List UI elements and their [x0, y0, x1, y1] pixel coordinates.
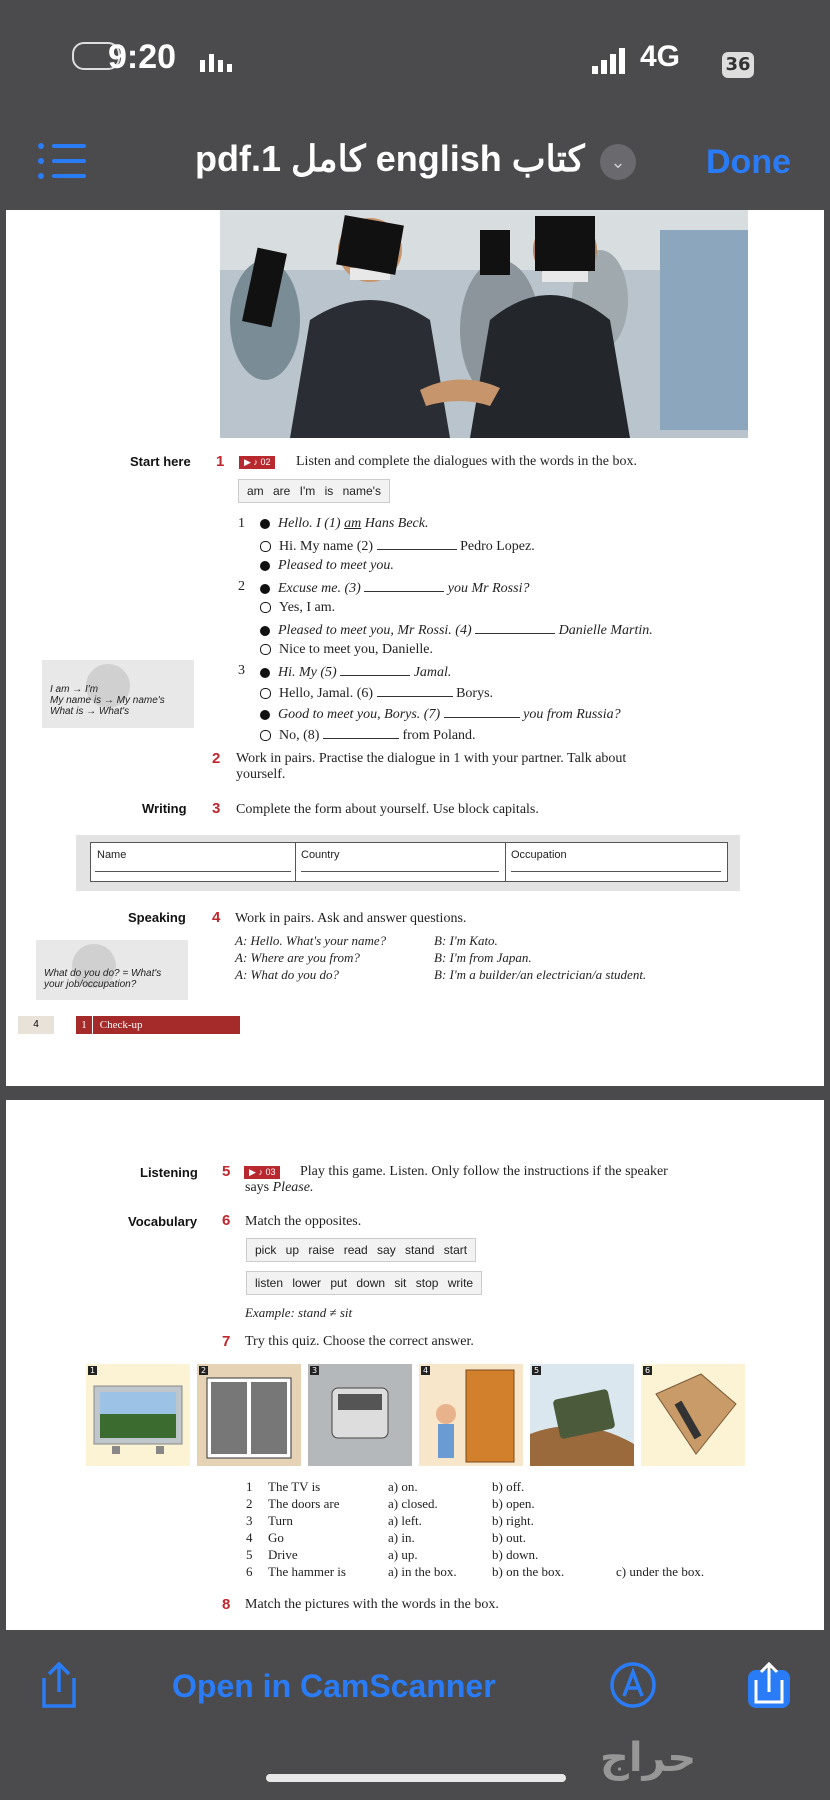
question-2: A: Where are you from?	[235, 950, 360, 965]
dialogue-1-line-1-start: Hello. I (1)	[278, 516, 341, 531]
exercise-3-instruction: Complete the form about yourself. Use block capitals.	[236, 802, 539, 817]
quiz-num: 2	[246, 1496, 253, 1511]
tip-box-contractions	[42, 660, 194, 728]
vocabulary-heading: Vocabulary	[128, 1214, 198, 1229]
dialogue-2-line-2	[260, 600, 335, 616]
tip-line-2: My name is → My name's	[50, 695, 165, 706]
dialogue-2-line-1-start: Excuse me. (3)	[278, 581, 361, 596]
word-box: am are I'm is name's	[238, 479, 390, 503]
network-type: 4G	[640, 40, 681, 73]
example-answer: am	[344, 516, 362, 531]
dialogue-1-line-2	[260, 537, 535, 555]
pic-label-2: 2	[201, 1366, 207, 1375]
dialogue-1-line-3-text: Pleased to meet you.	[278, 558, 394, 573]
dialogue-1-line-3	[260, 558, 394, 574]
exercise-8-instruction: Match the pictures with the words in the box.	[245, 1597, 499, 1612]
quiz-num: 1	[246, 1479, 253, 1494]
opposites-box-row-1: pick up raise read say stand start	[246, 1238, 476, 1262]
quiz-option-b[interactable]: b) on the box.	[492, 1564, 565, 1579]
document-title: كتاب english كامل 1.pdf	[195, 138, 585, 179]
exercise-5-number: 5	[222, 1163, 231, 1180]
personal-form[interactable]	[90, 842, 728, 882]
writing-heading: Writing	[142, 801, 187, 816]
exercise-5-instruction	[300, 1163, 668, 1180]
quiz-row	[246, 1529, 704, 1546]
chevron-down-icon[interactable]: ⌄	[600, 144, 636, 180]
tip2-line-1: What do you do? = What's	[44, 968, 162, 979]
dialogue-3-line-4-start: No, (8)	[279, 728, 320, 743]
dialogue-3-line-2	[260, 684, 493, 702]
audio-track-number: 02	[260, 457, 271, 467]
audio-track-tag: ▶ ♪ 02	[239, 456, 275, 469]
pic-label-4: 4	[423, 1366, 429, 1375]
unit-footer-band	[76, 1016, 240, 1034]
pic-label-6: 6	[645, 1366, 651, 1375]
battery-icon: 36	[722, 52, 754, 78]
list-menu-icon[interactable]	[38, 143, 86, 181]
tip2-line-2: your job/occupation?	[44, 979, 137, 990]
quiz-option-a[interactable]: a) on.	[388, 1479, 418, 1494]
opposites-example: Example: stand ≠ sit	[245, 1305, 353, 1320]
pic-label-1: 1	[90, 1366, 96, 1375]
quiz-question: Turn	[268, 1513, 293, 1528]
quiz-num: 6	[246, 1564, 253, 1579]
tip-box-occupation	[36, 940, 188, 1000]
dialogue-3-line-2-start: Hello, Jamal. (6)	[279, 686, 374, 701]
dialogue-2-line-3	[260, 621, 653, 639]
quiz-option-a[interactable]: a) in the box.	[388, 1564, 457, 1579]
speaking-heading: Speaking	[128, 910, 186, 925]
exercise-8-number: 8	[222, 1596, 231, 1613]
quiz-option-b[interactable]: b) open.	[492, 1496, 535, 1511]
dialogue-3-line-1	[260, 663, 451, 681]
listening-heading: Listening	[140, 1165, 198, 1180]
exercise-2-line-1: Work in pairs. Practise the dialogue in 1 with your partner. Talk about	[236, 751, 627, 766]
pdf-page-2	[6, 1100, 824, 1630]
quiz-question: The hammer is	[268, 1564, 346, 1579]
question-1: A: Hello. What's your name?	[235, 933, 387, 948]
home-indicator	[266, 1774, 566, 1782]
quiz-num: 3	[246, 1513, 253, 1528]
dialogue-2-line-3-start: Pleased to meet you, Mr Rossi. (4)	[278, 623, 472, 638]
quiz-num: 4	[246, 1530, 253, 1545]
signal-icon	[200, 48, 240, 72]
exercise-2-number: 2	[212, 750, 221, 767]
tip-line-3: What is → What's	[50, 706, 130, 717]
dialogue-2-line-2-text: Yes, I am.	[279, 600, 336, 615]
quiz-row	[246, 1563, 704, 1580]
exercise-1-number: 1	[216, 453, 225, 470]
quiz-question: The doors are	[268, 1496, 340, 1511]
quiz-option-a[interactable]: a) up.	[388, 1547, 418, 1562]
unit-label: Check-up	[99, 1019, 143, 1031]
unit-number: 1	[76, 1016, 93, 1034]
done-button[interactable]: Done	[706, 143, 791, 181]
question-3: A: What do you do?	[235, 967, 339, 982]
tip-line-1: I am → I'm	[50, 684, 99, 695]
share-icon[interactable]	[36, 1660, 82, 1710]
exercise-6-number: 6	[222, 1212, 231, 1229]
start-here-heading: Start here	[130, 454, 191, 469]
opposites-box-row-2: listen lower put down sit stop write	[246, 1271, 482, 1295]
dialogue-2-line-1	[260, 579, 529, 597]
exercise-2-instruction	[236, 751, 626, 783]
markup-icon[interactable]	[608, 1660, 658, 1710]
exercise-4-number: 4	[212, 909, 221, 926]
exercise-2-line-2: yourself.	[236, 767, 286, 782]
dialogue-1-line-2-end: Pedro Lopez.	[460, 539, 535, 554]
dialogue-3-line-3-end: you from Russia?	[523, 707, 621, 722]
quiz-question: The TV is	[268, 1479, 321, 1494]
exercise-5-says: says	[245, 1180, 270, 1195]
dialogue-2-line-4	[260, 642, 433, 658]
share-export-icon[interactable]	[744, 1656, 794, 1710]
answer-2: B: I'm from Japan.	[434, 950, 532, 965]
answer-1: B: I'm Kato.	[434, 933, 498, 948]
quiz-option-b[interactable]: b) right.	[492, 1513, 534, 1528]
exercise-7-instruction: Try this quiz. Choose the correct answer.	[245, 1334, 474, 1349]
exercise-6-instruction: Match the opposites.	[245, 1214, 362, 1229]
exercise-5-please: Please.	[272, 1180, 314, 1195]
quiz-option-a[interactable]: a) left.	[388, 1513, 422, 1528]
pic-label-3: 3	[312, 1366, 318, 1375]
dialogue-1-line-2-start: Hi. My name (2)	[279, 539, 374, 554]
exercise-5-line-2	[245, 1180, 313, 1196]
speaking-answers	[434, 932, 646, 983]
quiz-option-b[interactable]: b) off.	[492, 1479, 525, 1494]
pdf-page-1	[6, 210, 824, 1086]
quiz-option-c[interactable]: c) under the box.	[616, 1564, 705, 1579]
exercise-1-instruction: Listen and complete the dialogues with the words in the box.	[296, 454, 637, 469]
dialogue-3-line-2-end: Borys.	[456, 686, 494, 701]
dialogue-3-line-3-start: Good to meet you, Borys. (7)	[278, 707, 441, 722]
exercise-3-number: 3	[212, 800, 221, 817]
exercise-4-instruction: Work in pairs. Ask and answer questions.	[235, 911, 467, 926]
quiz-pictures	[86, 1364, 756, 1466]
quiz-option-a[interactable]: a) closed.	[388, 1496, 438, 1511]
quiz-list	[246, 1478, 704, 1580]
dialogue-2-line-1-end: you Mr Rossi?	[447, 581, 530, 596]
quiz-option-b[interactable]: b) out.	[492, 1530, 526, 1545]
audio-track-tag-2: ▶ ♪ 03	[244, 1166, 280, 1179]
quiz-option-b[interactable]: b) down.	[492, 1547, 539, 1562]
dialogue-3-line-4-end: from Poland.	[402, 728, 476, 743]
business-handshake-photo	[220, 210, 748, 438]
speaking-questions	[235, 932, 386, 983]
open-in-camscanner-button[interactable]: Open in CamScanner	[172, 1668, 496, 1704]
exercise-7-number: 7	[222, 1333, 231, 1350]
form-country-label: Country	[301, 849, 340, 861]
page-number: 4	[18, 1016, 54, 1034]
dialogue-1-line-1	[260, 516, 428, 532]
cell-signal-icon	[592, 48, 632, 74]
haraj-watermark: حراج	[600, 1735, 697, 1781]
dialogue-3-line-4	[260, 726, 476, 744]
quiz-row	[246, 1478, 704, 1495]
quiz-question: Drive	[268, 1547, 298, 1562]
dialogue-2-line-3-end: Danielle Martin.	[558, 623, 653, 638]
dialogue-1-number: 1	[238, 516, 245, 531]
dialogue-3-line-3	[260, 705, 621, 723]
dialogue-3-line-1-end: Jamal.	[413, 665, 452, 680]
status-time: 9:20	[108, 38, 177, 76]
quiz-row	[246, 1546, 704, 1563]
quiz-row	[246, 1495, 704, 1512]
quiz-question: Go	[268, 1530, 284, 1545]
dialogue-2-line-4-text: Nice to meet you, Danielle.	[279, 642, 433, 657]
dialogue-2-number: 2	[238, 579, 245, 594]
quiz-option-a[interactable]: a) in.	[388, 1530, 415, 1545]
audio-track-number-2: 03	[265, 1167, 276, 1177]
form-occupation-label: Occupation	[511, 849, 567, 861]
dialogue-3-line-1-start: Hi. My (5)	[278, 665, 337, 680]
answer-3: B: I'm a builder/an electrician/a student.	[434, 967, 647, 982]
exercise-5-line-1: Play this game. Listen. Only follow the instructions if the speaker	[300, 1164, 668, 1179]
quiz-num: 5	[246, 1547, 253, 1562]
quiz-row	[246, 1512, 704, 1529]
pic-label-5: 5	[534, 1366, 540, 1375]
dialogue-3-number: 3	[238, 663, 245, 678]
form-name-label: Name	[97, 849, 127, 861]
dialogue-1-line-1-end: Hans Beck.	[364, 516, 429, 531]
